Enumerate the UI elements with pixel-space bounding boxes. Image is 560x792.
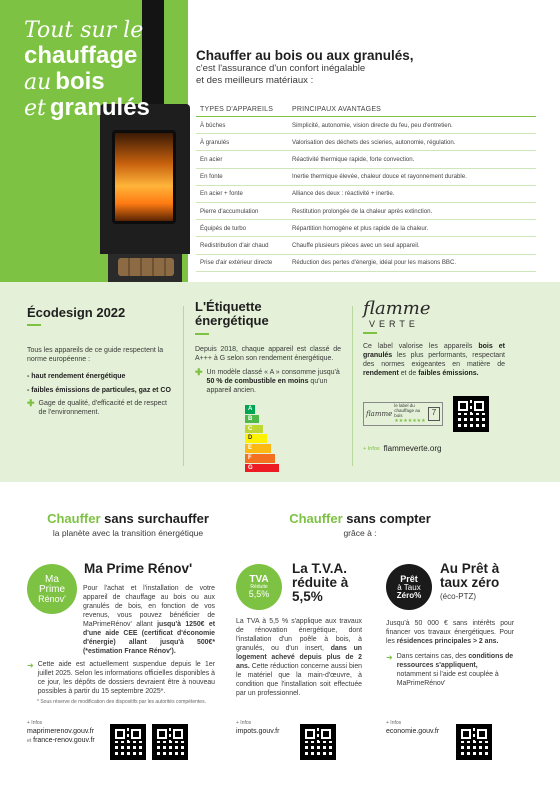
qr-code-icon[interactable] bbox=[300, 724, 336, 760]
etiquette-plus-bold: 50 % de combustible en moins bbox=[206, 377, 309, 385]
ptz-note bbox=[386, 653, 514, 689]
hero-title-line4-bold: granulés bbox=[49, 94, 150, 121]
table-cell-type: Équipés de turbo bbox=[200, 224, 247, 232]
tva-title-1: La T.V.A. bbox=[292, 561, 348, 576]
flamme-text bbox=[363, 342, 505, 378]
energy-label-chart bbox=[245, 405, 341, 472]
mpr-text-a: Pour l'achat et l'installation de votre appareil de chauffage au bois ou aux granulés de bois, en fonction de vos revenus, vous pouvez bénéficier de MaPrimeRénov' allant bbox=[83, 585, 215, 628]
ptz-note-a: Dans certains cas, des bbox=[396, 652, 467, 660]
badge-logo: flamme bbox=[366, 410, 393, 419]
infos-label: + Infos bbox=[236, 720, 252, 726]
mpr-body bbox=[27, 585, 215, 705]
list-item: - haut rendement énergétique bbox=[27, 373, 126, 381]
ptz-note-text bbox=[397, 653, 514, 689]
compter-title bbox=[270, 511, 450, 526]
ptz-logo-line2: à Taux bbox=[397, 582, 421, 592]
ptz-section bbox=[440, 562, 530, 603]
mpr-links bbox=[27, 720, 117, 745]
badge-caption bbox=[394, 404, 426, 424]
table-cell-advantage: Répartition homogène et plus rapide de la chaleur. bbox=[292, 224, 429, 232]
flamme-text-bold1: bois et granulés bbox=[363, 343, 505, 360]
tva-logo bbox=[236, 564, 282, 610]
mpr-note bbox=[27, 661, 215, 697]
ptz-text-a: Jusqu'à 50 000 € sans intérêts pour financer vos travaux énergétiques. Pour les bbox=[386, 620, 514, 645]
compter-title-green: Chauffer bbox=[289, 511, 343, 526]
stove-fire-window bbox=[112, 130, 176, 224]
ptz-note-bold: conditions de ressources s'appliquent, bbox=[396, 652, 514, 669]
compter-title-dark: sans compter bbox=[346, 511, 431, 526]
table-row bbox=[196, 151, 536, 168]
intro-subheading-2: et des meilleurs matériaux : bbox=[196, 74, 314, 86]
ptz-text-bold: résidences principales > 2 ans. bbox=[396, 637, 499, 645]
surchauffer-heading bbox=[18, 511, 238, 538]
tva-logo-line2: Réduite bbox=[250, 584, 268, 590]
hero-title bbox=[24, 20, 184, 122]
hero-title-line4-italic: et bbox=[24, 96, 46, 121]
table-row bbox=[196, 220, 536, 237]
ptz-text bbox=[386, 620, 514, 647]
title-underline bbox=[27, 324, 41, 326]
badge-text: le label du chauffage au bois bbox=[394, 403, 421, 419]
surchauffer-subtitle: la planète avec la transition énergétique bbox=[52, 528, 204, 538]
impots-link[interactable]: impots.gouv.fr bbox=[236, 727, 280, 735]
flamme-text-bold2: rendement bbox=[363, 370, 399, 378]
intro-heading: Chauffer au bois ou aux granulés, bbox=[196, 48, 414, 63]
energy-bar-g bbox=[245, 464, 279, 473]
ecodesign-title: Écodesign 2022 bbox=[27, 305, 126, 320]
ptz-logo-line1: Prêt bbox=[400, 573, 418, 584]
title-underline bbox=[363, 332, 377, 334]
mpr-note-text: Cette aide est actuellement suspendue depuis le 1er juillet 2025. Selon les informations officielles disponibles à ce jour, les dépôts de dossiers devraient être à nouveau possibles à partir du 15 septembre 2025*. bbox=[37, 660, 215, 695]
intro-heading-block bbox=[196, 48, 546, 87]
flamme-badge-row bbox=[363, 396, 505, 432]
table-cell-advantage: Réduction des pertes d'énergie, idéal pour les maisons BBC. bbox=[292, 259, 457, 267]
etiquette-intro: Depuis 2018, chaque appareil est classé de A+++ à G selon son rendement énergétique. bbox=[195, 345, 341, 362]
table-cell-type: En acier + fonte bbox=[200, 190, 243, 198]
ptz-subtitle: (éco-PTZ) bbox=[440, 592, 476, 602]
table-header-advantages: PRINCIPAUX AVANTAGES bbox=[292, 105, 382, 113]
qr-code-icon[interactable] bbox=[152, 724, 188, 760]
tva-logo-line1: TVA bbox=[249, 574, 269, 585]
surchauffer-title-dark: sans surchauffer bbox=[104, 511, 209, 526]
mpr-title: Ma Prime Rénov' bbox=[84, 561, 193, 576]
ptz-title-1: Au Prêt à bbox=[440, 561, 500, 576]
mpr-text bbox=[27, 585, 215, 657]
energy-bar-label: G bbox=[248, 464, 253, 471]
flamme-text-a: Ce label valorise les appareils bbox=[363, 343, 473, 350]
table-row bbox=[196, 134, 536, 151]
ecodesign-plus bbox=[27, 399, 173, 417]
flamme-text-c: et de bbox=[400, 370, 417, 378]
table-cell-type: En acier bbox=[200, 155, 223, 163]
ecodesign-list bbox=[27, 372, 173, 394]
plus-icon: ✚ bbox=[27, 397, 35, 408]
tva-links bbox=[236, 720, 306, 736]
column-divider bbox=[352, 306, 353, 466]
table-row bbox=[196, 255, 536, 272]
energy-bar-label: E bbox=[248, 445, 253, 452]
ecodesign-intro: Tous les appareils de ce guide respectent la norme européenne : bbox=[27, 347, 164, 364]
table-cell-type: Redistribution d'air chaud bbox=[200, 241, 269, 249]
ecodesign-plus-text: Gage de qualité, d'efficacité et de respect de l'environnement. bbox=[38, 399, 168, 416]
etiquette-title-1: L'Étiquette bbox=[195, 299, 262, 314]
etiquette-section bbox=[195, 300, 341, 474]
etiquette-plus-text bbox=[207, 368, 341, 395]
title-underline bbox=[195, 333, 209, 335]
energy-bar-label: B bbox=[248, 415, 253, 422]
appliance-table bbox=[196, 102, 536, 272]
table-cell-type: À granulés bbox=[200, 138, 230, 146]
flamme-logo-script: flamme bbox=[363, 298, 431, 319]
table-row bbox=[196, 169, 536, 186]
energy-bar-f bbox=[245, 454, 275, 463]
hero-title-line3-italic: au bbox=[24, 70, 52, 95]
compter-heading bbox=[270, 511, 450, 538]
table-row bbox=[196, 237, 536, 254]
table-header-types: TYPES D'APPAREILS bbox=[200, 105, 274, 113]
table-header bbox=[196, 102, 536, 117]
flamme-infos bbox=[363, 444, 505, 453]
tva-logo-line3: 5,5% bbox=[248, 589, 270, 599]
table-cell-type: À bûches bbox=[200, 121, 226, 129]
tva-body bbox=[236, 618, 362, 699]
mpr-logo-line3: Rénov' bbox=[38, 593, 66, 604]
tva-text-a: La TVA à 5,5 % s'applique aux travaux de rénovation énergétique, dont l'installation d'un poêle à bois, à granulés, ou d'un insert, bbox=[236, 618, 362, 652]
flamme-logo-caps: VERTE bbox=[369, 319, 419, 329]
table-row bbox=[196, 203, 536, 220]
infos-label: + Infos bbox=[27, 720, 43, 726]
surchauffer-title-green: Chauffer bbox=[47, 511, 101, 526]
arrow-right-icon: ➜ bbox=[386, 652, 393, 662]
hero-title-line3-bold: bois bbox=[55, 68, 105, 95]
arrow-right-icon: ➜ bbox=[27, 660, 34, 670]
flamme-verte-logo bbox=[363, 300, 505, 329]
table-cell-type: En fonte bbox=[200, 173, 223, 181]
ecodesign-section bbox=[27, 300, 173, 417]
etiquette-plus-b: qu'un appareil ancien. bbox=[206, 377, 328, 394]
energy-bar-label: C bbox=[248, 425, 253, 432]
energy-bar-label: A bbox=[248, 406, 253, 413]
column-divider bbox=[183, 306, 184, 466]
ptz-title-2: taux zéro bbox=[440, 575, 500, 591]
ptz-note-b: notamment si l'aide est couplée à MaPrimeRénov' bbox=[396, 670, 499, 687]
tva-title-2: réduite à bbox=[292, 575, 349, 591]
tva-text bbox=[236, 618, 362, 699]
ptz-body bbox=[386, 620, 514, 689]
tva-title-3: 5,5% bbox=[292, 589, 323, 605]
hero-title-line2: chauffage bbox=[24, 42, 138, 69]
energy-bar-e bbox=[245, 444, 271, 453]
tva-section bbox=[292, 562, 372, 605]
etiquette-title-2: énergétique bbox=[195, 313, 269, 329]
energy-bar-b bbox=[245, 415, 259, 424]
flamme-text-b: les plus performants, respectant des normes exigeantes en matière de bbox=[363, 352, 505, 369]
energy-bar-label: F bbox=[248, 455, 252, 462]
qr-code-icon[interactable] bbox=[453, 396, 489, 432]
energy-bar-a bbox=[245, 405, 255, 414]
qr-code-icon[interactable] bbox=[456, 724, 492, 760]
table-cell-type: Pierre d'accumulation bbox=[200, 207, 259, 215]
maprimerenov-section bbox=[84, 562, 214, 584]
energy-bar-d bbox=[245, 434, 267, 443]
flamme-text-bold3: faibles émissions. bbox=[418, 370, 479, 378]
table-cell-advantage: Inertie thermique élevée, chaleur douce et rayonnement durable. bbox=[292, 173, 467, 181]
url-prefix: et bbox=[27, 737, 32, 744]
qr-code-icon[interactable] bbox=[110, 724, 146, 760]
list-item: - faibles émissions de particules, gaz et CO bbox=[27, 386, 171, 394]
flamme-verte-badge bbox=[363, 402, 443, 426]
plus-icon: ✚ bbox=[195, 366, 203, 377]
compter-subtitle: grâce à : bbox=[343, 528, 377, 538]
energy-bar-label: D bbox=[248, 435, 253, 442]
table-cell-advantage: Chauffe plusieurs pièces avec un seul appareil. bbox=[292, 241, 420, 249]
mpr-text-bold: jusqu'à 1250€ et d'une aide CEE (certificat d'économie d'énergie) allant jusqu'à 500€* (*estimation France Rénov'). bbox=[83, 620, 216, 655]
table-cell-advantage: Simplicité, autonomie, vision directe du feu, peu d'entretien. bbox=[292, 121, 453, 129]
france-renov-link[interactable]: france-renov.gouv.fr bbox=[33, 736, 95, 744]
intro-subheading-1: c'est l'assurance d'un confort inégalable bbox=[196, 63, 366, 74]
etiquette-plus bbox=[195, 368, 341, 395]
table-row bbox=[196, 117, 536, 134]
ptz-logo bbox=[386, 564, 432, 610]
mpr-footnote: * Sous réserve de modification des dispositifs par les autorités compétentes. bbox=[37, 698, 206, 705]
etiquette-plus-a: Un modèle classé « A » consomme jusqu'à bbox=[206, 368, 340, 376]
table-row bbox=[196, 186, 536, 203]
infos-label: + Infos bbox=[386, 720, 402, 726]
stove-logs bbox=[118, 258, 174, 276]
table-cell-advantage: Restitution prolongée de la chaleur après extinction. bbox=[292, 207, 433, 215]
hero-title-line1: Tout sur le bbox=[24, 18, 144, 43]
mpr-logo-line1: Ma bbox=[45, 573, 59, 585]
flamme-url-link[interactable]: flammeverte.org bbox=[383, 444, 442, 454]
infos-label: + Infos bbox=[363, 445, 380, 452]
tva-text-bold: dans un logement achevé depuis plus de 2 ans. bbox=[236, 644, 362, 670]
table-cell-advantage: Alliance des deux : réactivité + inertie. bbox=[292, 190, 395, 198]
table-cell-type: Prise d'air extérieur directe bbox=[200, 259, 273, 267]
table-cell-advantage: Valorisation des déchets des scieries, autonomie, régulation. bbox=[292, 138, 456, 146]
ptz-links bbox=[386, 720, 456, 736]
flamme-verte-section bbox=[363, 300, 505, 453]
energy-bar-c bbox=[245, 425, 263, 434]
surchauffer-title bbox=[18, 511, 238, 526]
badge-number: 7 bbox=[428, 407, 440, 421]
table-cell-advantage: Réactivité thermique rapide, forte convection. bbox=[292, 155, 415, 163]
economie-link[interactable]: economie.gouv.fr bbox=[386, 727, 440, 735]
badge-stars: ★★★★★★★ bbox=[394, 418, 426, 425]
ptz-logo-line3: Zéro% bbox=[396, 590, 422, 600]
mpr-logo-line2: Prime bbox=[38, 583, 66, 595]
tva-text-b: Cette réduction concerne aussi bien le matériel que la main-d'œuvre, à condition que l'installation soit effectuée par un professionnel. bbox=[236, 662, 362, 697]
maprimerenov-link[interactable]: maprimerenov.gouv.fr bbox=[27, 727, 95, 735]
